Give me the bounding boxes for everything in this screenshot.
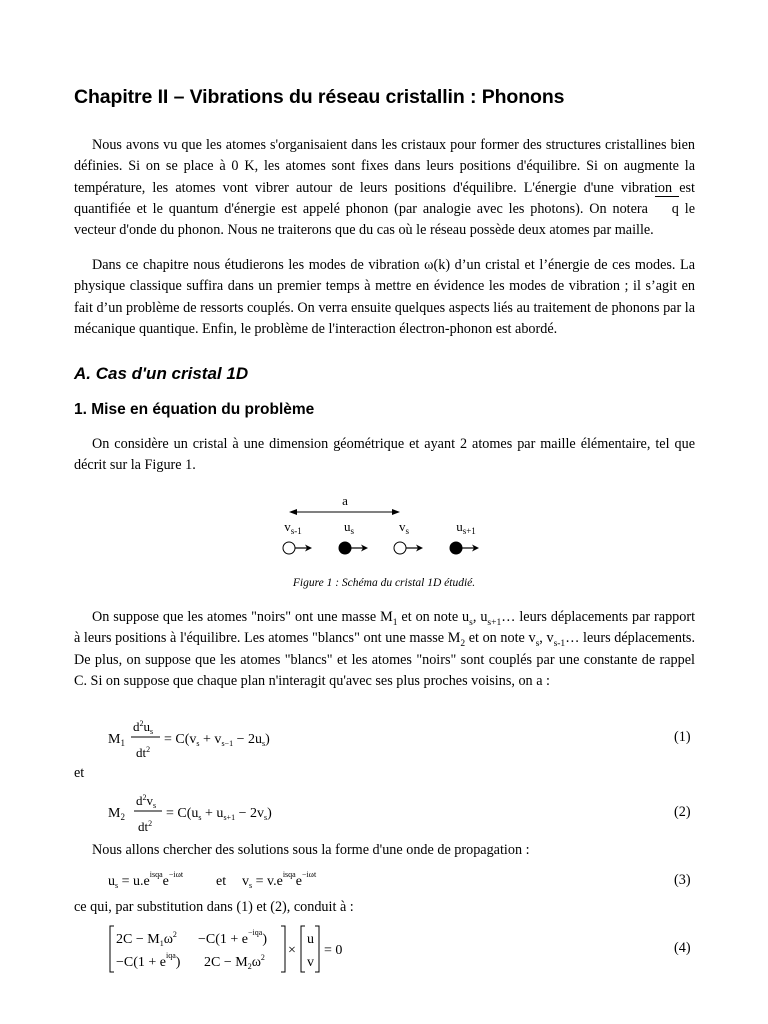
svg-text:= C(vs + vs−1 − 2us): = $C(v_s + v_{s-1} - 2u_s)$ bbox=[164, 732, 270, 748]
equation-number-2: (2) bbox=[674, 804, 691, 820]
svg-text:v: v bbox=[307, 955, 314, 970]
omega-of-k: ω(k) bbox=[424, 257, 451, 273]
intro-p1-text-end: le vecteur d'onde du phonon. Nous ne traiterons que du cas où le réseau possède deux atomes par maille. bbox=[74, 200, 695, 239]
sub-vs: s bbox=[535, 639, 540, 650]
paragraph-propagation: Nous allons chercher des solutions sous la forme d'une onde de propagation : bbox=[92, 842, 530, 858]
black-atom bbox=[339, 542, 351, 554]
section-heading-a: A. Cas d'un cristal 1D bbox=[74, 364, 249, 383]
chapter-title: Chapitre II – Vibrations du réseau cristallin : Phonons bbox=[74, 86, 565, 108]
equation-4 bbox=[108, 924, 368, 974]
svg-text:us = u.eisqae−iωt: $u_s = u.e^{isqa}e^{-i\omega t}$ bbox=[108, 870, 184, 890]
svg-text:2C − M1ω2: $2C - M_1\omega^2$ bbox=[116, 930, 177, 948]
word-et: et bbox=[74, 765, 85, 781]
sub-us: s bbox=[469, 617, 473, 628]
white-atom bbox=[394, 542, 406, 554]
intro-paragraph-1 bbox=[74, 135, 695, 241]
atom-label: $u_{s+1}$ bbox=[456, 519, 476, 536]
equation-number-3: (3) bbox=[674, 872, 691, 888]
arrow-head-left bbox=[289, 509, 297, 515]
sub-vs1: s-1 bbox=[553, 639, 566, 650]
equation-number-4: (4) bbox=[674, 940, 691, 956]
paragraph-figure-intro: On considère un cristal à une dimension géométrique et ayant 2 atomes par maille élémentaire, tel que décrit sur la Figure 1. bbox=[74, 436, 695, 474]
svg-text:dt2: $dt^2$ bbox=[138, 819, 153, 834]
p4-text-1: On suppose que les atomes "noirs" ont une masse M bbox=[92, 609, 393, 625]
black-atom bbox=[450, 542, 462, 554]
p4-text-4: … leurs déplacements par rapport à leurs positions à l'équilibre. Les atomes "blancs" ont une masse M bbox=[74, 609, 696, 647]
svg-text:vs = v.eisqae−iωt: $v_s = v.e^{isqa}e^{-i\omega t}$ bbox=[242, 870, 317, 890]
equation-1 bbox=[108, 716, 338, 762]
sub-m1: 1 bbox=[392, 617, 398, 628]
p4-text-3: , u bbox=[472, 609, 488, 625]
lattice-constant-label: a bbox=[342, 493, 348, 508]
equation-2 bbox=[108, 790, 338, 836]
svg-text:−C(1 + e−iqa): $-C(1 + e^{-iqa})$ bbox=[198, 928, 267, 947]
figure-1-diagram bbox=[0, 490, 768, 570]
svg-text:2C − M2ω2: $2C - M_2\omega^2$ bbox=[204, 953, 265, 971]
p4-text-5: et on note v bbox=[465, 630, 536, 647]
svg-text:M2: $M_2$ bbox=[108, 806, 125, 822]
p4-text-7: … leurs déplacements. De plus, on suppose que les atomes "blancs" et les atomes "noirs" sont couplés par une constante de rappel C. Si on suppose que chaque plan n'interagit qu'avec ses plus proches voisins, on a : bbox=[74, 630, 695, 689]
svg-text:u: u bbox=[307, 932, 314, 947]
svg-text:d2vs: $d^2v_s$ bbox=[136, 793, 157, 810]
paragraph-assumptions bbox=[74, 607, 695, 692]
sub-us1: s+1 bbox=[487, 617, 502, 628]
svg-text:dt2: $dt^2$ bbox=[136, 745, 151, 760]
intro-paragraph-2 bbox=[74, 255, 695, 340]
white-atom bbox=[283, 542, 295, 554]
p4-text-2: et on note u bbox=[397, 609, 470, 625]
atom-label: $v_s$ bbox=[398, 519, 410, 536]
equation-3 bbox=[108, 865, 368, 895]
intro-p2-text: Dans ce chapitre nous étudierons les modes de vibration bbox=[92, 257, 425, 273]
arrow-head-right bbox=[392, 509, 400, 515]
subsection-heading-1: 1. Mise en équation du problème bbox=[74, 401, 315, 418]
intro-p2-text-end: d’un cristal et l’énergie de ces modes. La physique classique suffira dans un premier temps à mettre en évidence les modes de vibration ; il s’agit en fait d’un problème de ressorts couplés. On verra ensuite quelques aspects liés au traitement de phonons par la mécanique quantique. Enfin, le problème de l'interaction électron-phonon est abordé. bbox=[74, 257, 695, 337]
figure-caption: Figure 1 : Schéma du cristal 1D étudié. bbox=[292, 577, 476, 589]
paragraph-substitution: ce qui, par substitution dans (1) et (2), conduit à : bbox=[74, 899, 354, 915]
svg-text:M1: $M_1$ bbox=[108, 732, 125, 748]
svg-text:d2us: $d^2u_s$ bbox=[133, 719, 154, 736]
intro-p1-text: Nous avons vu que les atomes s'organisaient dans les cristaux pour former des structures cristallines bien définies. Si on se place à 0 K, les atomes sont fixes dans leurs positions d'équilibre. Si on augmente la température, les atomes vont vibrer autour de leurs positions d'équilibre. L'énergie d'une vibration est quantifiée et le quantum d'énergie est appelé phonon (par analogie avec les photons). On notera bbox=[74, 137, 695, 217]
svg-text:et: et bbox=[216, 874, 227, 889]
atom-label: $v_{s-1}$ bbox=[284, 519, 302, 536]
svg-text:×: × bbox=[288, 943, 296, 958]
svg-text:−C(1 + eiqa): $-C(1 + e^{iqa})$ bbox=[116, 951, 181, 970]
p4-text-6: , v bbox=[539, 630, 554, 647]
sub-m2: 2 bbox=[460, 639, 466, 650]
equation-number-1: (1) bbox=[674, 729, 691, 745]
atom-label: $u_s$ bbox=[343, 519, 355, 536]
svg-text:= 0: = 0 bbox=[324, 943, 343, 958]
svg-text:= C(us + us+1 − 2vs): = $C(u_s + u_{s+1} - 2v_s)$ bbox=[166, 806, 272, 822]
vector-q: q bbox=[654, 199, 679, 220]
